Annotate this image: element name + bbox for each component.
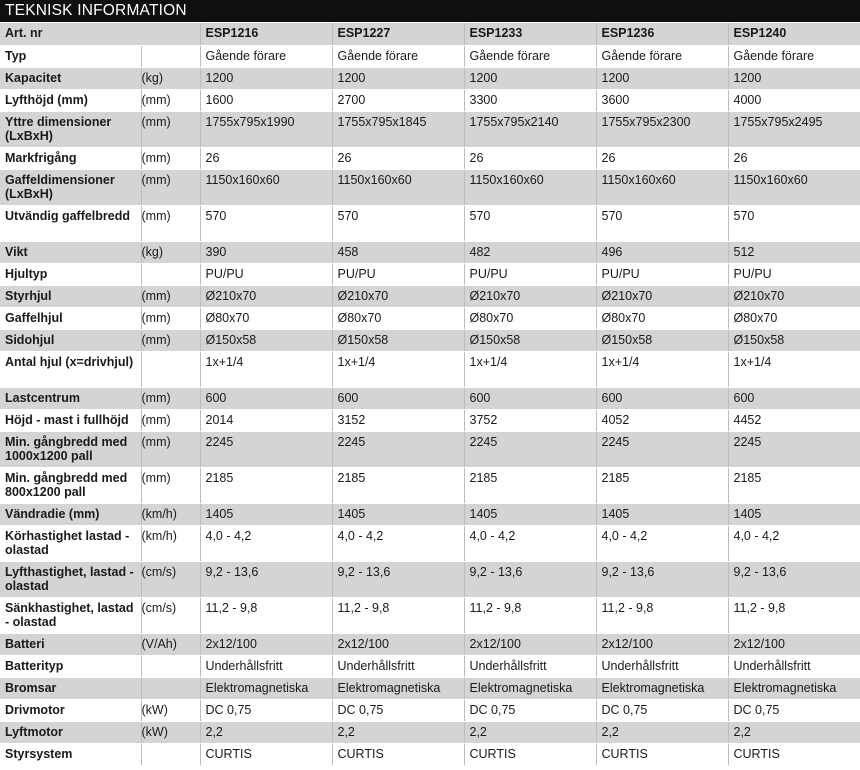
table-row — [0, 561, 860, 597]
row-value: 4,0 - 4,2 — [596, 525, 728, 561]
row-value: 11,2 - 9,8 — [728, 597, 860, 633]
row-value: Ø210x70 — [596, 285, 728, 307]
row-value: Underhållsfritt — [728, 655, 860, 677]
row-value: 1200 — [596, 67, 728, 89]
row-unit: (mm) — [141, 111, 200, 147]
row-value: 1200 — [332, 67, 464, 89]
row-unit — [141, 263, 200, 285]
row-value: 1150x160x60 — [200, 169, 332, 205]
row-label: Drivmotor — [0, 699, 141, 721]
row-value: Underhållsfritt — [200, 655, 332, 677]
row-value: 2185 — [728, 467, 860, 503]
row-value: DC 0,75 — [596, 699, 728, 721]
table-row — [0, 307, 860, 329]
page-title: TEKNISK INFORMATION — [5, 2, 187, 19]
row-value: 2185 — [464, 467, 596, 503]
table-row — [0, 387, 860, 409]
table-row — [0, 205, 860, 241]
row-value: 570 — [728, 205, 860, 241]
row-value: DC 0,75 — [728, 699, 860, 721]
row-value: DC 0,75 — [464, 699, 596, 721]
row-value: 1x+1/4 — [464, 351, 596, 387]
row-value: PU/PU — [596, 263, 728, 285]
row-value: PU/PU — [728, 263, 860, 285]
row-value: 512 — [728, 241, 860, 263]
row-value: Elektromagnetiska — [200, 677, 332, 699]
row-unit: (cm/s) — [141, 597, 200, 633]
row-value: 496 — [596, 241, 728, 263]
row-value: 2,2 — [464, 721, 596, 743]
table-row — [0, 655, 860, 677]
row-unit: (mm) — [141, 169, 200, 205]
table-row — [0, 241, 860, 263]
row-value: 26 — [464, 147, 596, 169]
row-value: CURTIS — [332, 743, 464, 765]
row-unit: (mm) — [141, 467, 200, 503]
row-value: CURTIS — [728, 743, 860, 765]
row-value: Ø210x70 — [728, 285, 860, 307]
row-value: 1755x795x1990 — [200, 111, 332, 147]
row-value: 1x+1/4 — [200, 351, 332, 387]
row-value: 11,2 - 9,8 — [332, 597, 464, 633]
row-label: Markfrigång — [0, 147, 141, 169]
row-value: Ø210x70 — [464, 285, 596, 307]
row-label: Batterityp — [0, 655, 141, 677]
row-unit: (mm) — [141, 285, 200, 307]
row-value: 2x12/100 — [728, 633, 860, 655]
table-row — [0, 503, 860, 525]
row-label: Min. gångbredd med 800x1200 pall — [0, 467, 141, 503]
row-value: 26 — [200, 147, 332, 169]
table-row — [0, 285, 860, 307]
row-value: 2x12/100 — [464, 633, 596, 655]
row-value: 1x+1/4 — [596, 351, 728, 387]
row-value: 1755x795x2495 — [728, 111, 860, 147]
row-value: 2245 — [728, 431, 860, 467]
model-header: ESP1233 — [464, 23, 596, 45]
row-value: 2x12/100 — [332, 633, 464, 655]
row-value: 2,2 — [200, 721, 332, 743]
header-label: Art. nr — [0, 23, 200, 45]
row-label: Kapacitet — [0, 67, 141, 89]
row-value: 2,2 — [332, 721, 464, 743]
row-value: 4452 — [728, 409, 860, 431]
row-unit: (km/h) — [141, 525, 200, 561]
row-label: Batteri — [0, 633, 141, 655]
row-label: Antal hjul (x=drivhjul) — [0, 351, 141, 387]
row-value: Underhållsfritt — [332, 655, 464, 677]
row-label: Sidohjul — [0, 329, 141, 351]
row-value: 1755x795x2140 — [464, 111, 596, 147]
row-value: PU/PU — [332, 263, 464, 285]
row-value: 1600 — [200, 89, 332, 111]
row-value: Underhållsfritt — [596, 655, 728, 677]
row-value: Elektromagnetiska — [596, 677, 728, 699]
row-value: 2700 — [332, 89, 464, 111]
row-value: Ø80x70 — [464, 307, 596, 329]
row-value: 1755x795x1845 — [332, 111, 464, 147]
row-value: 2245 — [596, 431, 728, 467]
table-row — [0, 351, 860, 387]
row-value: 600 — [200, 387, 332, 409]
row-value: Ø80x70 — [200, 307, 332, 329]
row-label: Yttre dimensioner (LxBxH) — [0, 111, 141, 147]
row-value: 2245 — [200, 431, 332, 467]
row-unit: (kW) — [141, 721, 200, 743]
row-value: Gående förare — [200, 45, 332, 67]
row-value: 9,2 - 13,6 — [464, 561, 596, 597]
row-value: 9,2 - 13,6 — [200, 561, 332, 597]
row-unit: (V/Ah) — [141, 633, 200, 655]
row-value: 1405 — [728, 503, 860, 525]
row-unit: (mm) — [141, 431, 200, 467]
row-value: 1150x160x60 — [728, 169, 860, 205]
table-row — [0, 633, 860, 655]
row-value: 1x+1/4 — [332, 351, 464, 387]
row-value: 4052 — [596, 409, 728, 431]
row-value: Ø80x70 — [596, 307, 728, 329]
row-label: Vändradie (mm) — [0, 503, 141, 525]
row-value: 390 — [200, 241, 332, 263]
row-label: Gaffelhjul — [0, 307, 141, 329]
table-row — [0, 409, 860, 431]
row-value: 9,2 - 13,6 — [332, 561, 464, 597]
row-value: 1150x160x60 — [332, 169, 464, 205]
row-value: Gående förare — [596, 45, 728, 67]
table-row — [0, 329, 860, 351]
row-value: 2x12/100 — [200, 633, 332, 655]
row-value: 600 — [332, 387, 464, 409]
row-value: 570 — [200, 205, 332, 241]
row-label: Lyfthöjd (mm) — [0, 89, 141, 111]
row-value: 2185 — [200, 467, 332, 503]
row-value: 11,2 - 9,8 — [200, 597, 332, 633]
row-unit: (mm) — [141, 307, 200, 329]
row-value: 570 — [464, 205, 596, 241]
row-value: PU/PU — [200, 263, 332, 285]
row-label: Min. gångbredd med 1000x1200 pall — [0, 431, 141, 467]
row-value: Gående förare — [728, 45, 860, 67]
row-value: 2245 — [464, 431, 596, 467]
table-row — [0, 677, 860, 699]
row-label: Höjd - mast i fullhöjd — [0, 409, 141, 431]
row-value: Ø150x58 — [728, 329, 860, 351]
title-bar — [0, 0, 860, 22]
row-value: 1405 — [200, 503, 332, 525]
row-unit: (kg) — [141, 67, 200, 89]
row-value: Ø210x70 — [200, 285, 332, 307]
row-value: Elektromagnetiska — [332, 677, 464, 699]
row-value: 1405 — [596, 503, 728, 525]
row-value: 4000 — [728, 89, 860, 111]
row-value: 3300 — [464, 89, 596, 111]
spec-table — [0, 23, 860, 766]
row-value: Gående förare — [464, 45, 596, 67]
table-row — [0, 525, 860, 561]
row-value: 1405 — [332, 503, 464, 525]
row-value: DC 0,75 — [200, 699, 332, 721]
row-unit: (mm) — [141, 205, 200, 241]
row-value: Ø80x70 — [332, 307, 464, 329]
header-row — [0, 23, 860, 45]
row-value: 11,2 - 9,8 — [596, 597, 728, 633]
row-value: 570 — [596, 205, 728, 241]
row-value: CURTIS — [200, 743, 332, 765]
row-value: Ø150x58 — [200, 329, 332, 351]
row-value: 11,2 - 9,8 — [464, 597, 596, 633]
table-row — [0, 45, 860, 67]
table-row — [0, 169, 860, 205]
row-value: Ø150x58 — [464, 329, 596, 351]
row-label: Gaffeldimensioner (LxBxH) — [0, 169, 141, 205]
row-label: Lyftmotor — [0, 721, 141, 743]
row-label: Styrsystem — [0, 743, 141, 765]
row-value: 9,2 - 13,6 — [596, 561, 728, 597]
row-label: Körhastighet lastad - olastad — [0, 525, 141, 561]
row-value: 2245 — [332, 431, 464, 467]
row-value: Ø80x70 — [728, 307, 860, 329]
table-row — [0, 111, 860, 147]
row-value: 3152 — [332, 409, 464, 431]
row-label: Styrhjul — [0, 285, 141, 307]
model-header: ESP1240 — [728, 23, 860, 45]
row-value: 4,0 - 4,2 — [200, 525, 332, 561]
row-value: Elektromagnetiska — [464, 677, 596, 699]
row-unit — [141, 677, 200, 699]
row-value: 2,2 — [596, 721, 728, 743]
row-unit: (kg) — [141, 241, 200, 263]
row-unit — [141, 655, 200, 677]
row-value: 1150x160x60 — [464, 169, 596, 205]
row-value: 1x+1/4 — [728, 351, 860, 387]
row-value: 26 — [332, 147, 464, 169]
row-value: PU/PU — [464, 263, 596, 285]
row-value: Gående förare — [332, 45, 464, 67]
row-value: 600 — [728, 387, 860, 409]
row-value: 2x12/100 — [596, 633, 728, 655]
row-value: Ø150x58 — [596, 329, 728, 351]
row-unit: (km/h) — [141, 503, 200, 525]
row-value: 26 — [596, 147, 728, 169]
row-value: 1200 — [728, 67, 860, 89]
row-value: 482 — [464, 241, 596, 263]
table-row — [0, 597, 860, 633]
row-value: Ø150x58 — [332, 329, 464, 351]
row-value: Elektromagnetiska — [728, 677, 860, 699]
row-label: Hjultyp — [0, 263, 141, 285]
row-value: 1755x795x2300 — [596, 111, 728, 147]
row-value: 4,0 - 4,2 — [464, 525, 596, 561]
row-value: CURTIS — [596, 743, 728, 765]
row-label: Utvändig gaffelbredd — [0, 205, 141, 241]
row-value: 600 — [464, 387, 596, 409]
table-row — [0, 467, 860, 503]
row-label: Bromsar — [0, 677, 141, 699]
row-value: 1150x160x60 — [596, 169, 728, 205]
row-value: 2,2 — [728, 721, 860, 743]
row-value: Underhållsfritt — [464, 655, 596, 677]
table-row — [0, 721, 860, 743]
table-row — [0, 67, 860, 89]
row-value: 3752 — [464, 409, 596, 431]
row-value: 458 — [332, 241, 464, 263]
row-unit: (mm) — [141, 409, 200, 431]
row-label: Lastcentrum — [0, 387, 141, 409]
row-value: 2185 — [332, 467, 464, 503]
row-value: 26 — [728, 147, 860, 169]
table-row — [0, 743, 860, 765]
row-unit: (mm) — [141, 329, 200, 351]
model-header: ESP1236 — [596, 23, 728, 45]
row-label: Lyfthastighet, lastad - olastad — [0, 561, 141, 597]
row-value: 600 — [596, 387, 728, 409]
row-unit — [141, 351, 200, 387]
row-unit — [141, 743, 200, 765]
row-value: 4,0 - 4,2 — [332, 525, 464, 561]
table-row — [0, 89, 860, 111]
row-value: 2185 — [596, 467, 728, 503]
row-label: Vikt — [0, 241, 141, 263]
row-value: 4,0 - 4,2 — [728, 525, 860, 561]
row-label: Sänkhastighet, lastad - olastad — [0, 597, 141, 633]
row-value: CURTIS — [464, 743, 596, 765]
row-unit: (mm) — [141, 387, 200, 409]
row-value: 9,2 - 13,6 — [728, 561, 860, 597]
row-unit: (mm) — [141, 89, 200, 111]
row-label: Typ — [0, 45, 141, 67]
table-row — [0, 699, 860, 721]
row-unit: (kW) — [141, 699, 200, 721]
row-value: DC 0,75 — [332, 699, 464, 721]
table-row — [0, 431, 860, 467]
table-row — [0, 263, 860, 285]
row-unit — [141, 45, 200, 67]
table-row — [0, 147, 860, 169]
row-value: 570 — [332, 205, 464, 241]
row-value: Ø210x70 — [332, 285, 464, 307]
row-unit: (mm) — [141, 147, 200, 169]
model-header: ESP1216 — [200, 23, 332, 45]
row-unit: (cm/s) — [141, 561, 200, 597]
row-value: 2014 — [200, 409, 332, 431]
model-header: ESP1227 — [332, 23, 464, 45]
row-value: 1405 — [464, 503, 596, 525]
row-value: 3600 — [596, 89, 728, 111]
row-value: 1200 — [464, 67, 596, 89]
row-value: 1200 — [200, 67, 332, 89]
